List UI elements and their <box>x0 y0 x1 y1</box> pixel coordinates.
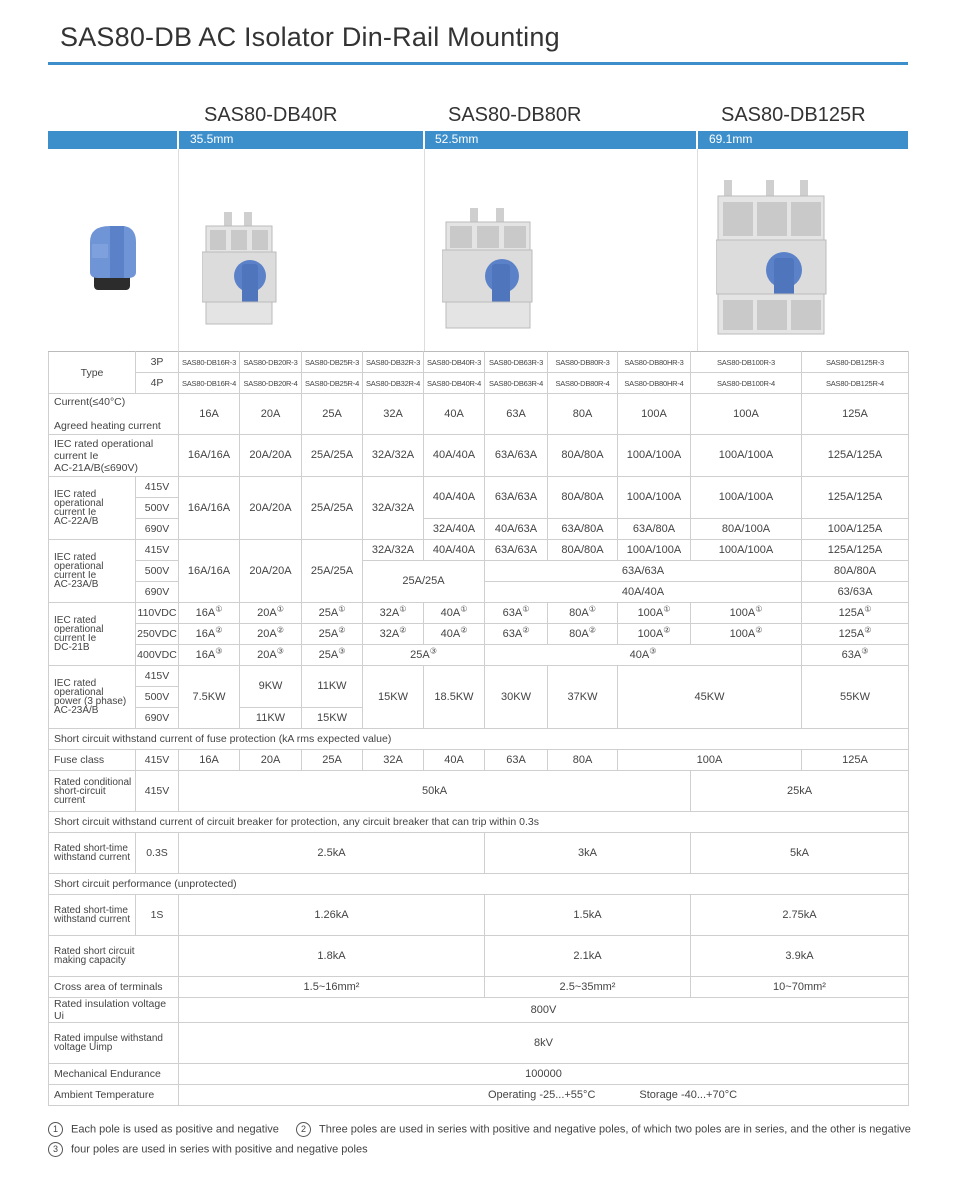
short-time-03s-label: Rated short-time withstand current <box>49 833 136 874</box>
ac22-cell: 63A/63A <box>485 477 548 519</box>
type-cell: SAS80-DB20R-4 <box>240 373 302 394</box>
dc21-label: IEC rated operational current Ie DC-21B <box>49 603 136 666</box>
power-cell: 37KW <box>548 666 618 729</box>
dc-cell: 40A② <box>424 624 485 645</box>
power-cell: 11KW <box>240 708 302 729</box>
voltage-690: 690V <box>136 582 179 603</box>
ac23-cell: 80A/80A <box>802 561 909 582</box>
insulation-cell: 800V <box>179 998 909 1023</box>
dc-cell: 40A③ <box>485 645 802 666</box>
making-capacity-label: Rated short circuit making capacity <box>49 936 179 977</box>
poles-4p: 4P <box>136 373 179 394</box>
insulation-label: Rated insulation voltage Ui <box>49 998 179 1023</box>
power-cell: 30KW <box>485 666 548 729</box>
ambient-label: Ambient Temperature <box>49 1085 179 1106</box>
voltage-250vdc: 250VDC <box>136 624 179 645</box>
ac23-cell: 63/63A <box>802 582 909 603</box>
dc-cell: 16A① <box>179 603 240 624</box>
fuse-cell: 32A <box>363 750 424 771</box>
voltage-110vdc: 110VDC <box>136 603 179 624</box>
ac22-cell: 32A/32A <box>363 477 424 540</box>
dc-cell: 32A① <box>363 603 424 624</box>
power-cell: 11KW <box>302 666 363 708</box>
ac23-cell: 20A/20A <box>240 540 302 603</box>
ac21-cell: 100A/100A <box>691 435 802 477</box>
dc-cell: 16A③ <box>179 645 240 666</box>
fuse-cell: 100A <box>618 750 802 771</box>
voltage-415: 415V <box>136 540 179 561</box>
current-cell: 25A <box>302 394 363 435</box>
type-cell: SAS80-DB100R-4 <box>691 373 802 394</box>
power-cell: 45KW <box>618 666 802 729</box>
cross-cell: 10~70mm² <box>691 977 909 998</box>
type-cell: SAS80-DB25R-3 <box>302 352 363 373</box>
making-cell: 1.8kA <box>179 936 485 977</box>
voltage-500: 500V <box>136 498 179 519</box>
ac21-cell: 20A/20A <box>240 435 302 477</box>
dc-cell: 100A① <box>618 603 691 624</box>
short-time-1s-label: Rated short-time withstand current <box>49 895 136 936</box>
fuse-cell: 16A <box>179 750 240 771</box>
current-cell: 125A <box>802 394 909 435</box>
fuse-cell: 63A <box>485 750 548 771</box>
voltage-400vdc: 400VDC <box>136 645 179 666</box>
ac23-cell: 16A/16A <box>179 540 240 603</box>
footnotes-line-1 <box>48 1122 911 1137</box>
dc-cell: 25A① <box>302 603 363 624</box>
type-cell: SAS80-DB16R-4 <box>179 373 240 394</box>
footnote-mark: 1 <box>48 1122 63 1137</box>
title-underline <box>48 62 908 65</box>
current-cell: 32A <box>363 394 424 435</box>
type-label: Type <box>49 352 136 394</box>
ac23-cell: 40A/40A <box>485 582 802 603</box>
power-cell: 18.5KW <box>424 666 485 729</box>
ac23-cell: 32A/32A <box>363 540 424 561</box>
dc-cell: 20A① <box>240 603 302 624</box>
dc-cell: 63A② <box>485 624 548 645</box>
cross-area-label: Cross area of terminals <box>49 977 179 998</box>
short-time-03s: 0.3S <box>136 833 179 874</box>
short-time-cell: 2.75kA <box>691 895 909 936</box>
conditional-cell: 50kA <box>179 771 691 812</box>
ac22-cell: 32A/40A <box>424 519 485 540</box>
ac23-cell: 125A/125A <box>802 540 909 561</box>
type-cell: SAS80-DB125R-3 <box>802 352 909 373</box>
width-db40r: 35.5mm <box>190 132 234 146</box>
dc-cell: 100A② <box>618 624 691 645</box>
voltage-415: 415V <box>136 666 179 687</box>
ac21-cell: 40A/40A <box>424 435 485 477</box>
fuse-cell: 25A <box>302 750 363 771</box>
power-label: IEC rated operational power (3 phase) AC-23A/B <box>49 666 136 729</box>
type-cell: SAS80-DB80R-4 <box>548 373 618 394</box>
dc-cell: 32A② <box>363 624 424 645</box>
ac21-label: IEC rated operational current Ie AC-21A/B(≤690V) <box>49 435 179 477</box>
dc-cell: 63A① <box>485 603 548 624</box>
type-cell: SAS80-DB32R-4 <box>363 373 424 394</box>
short-time-cell: 5kA <box>691 833 909 874</box>
current-cell: 100A <box>691 394 802 435</box>
making-cell: 2.1kA <box>485 936 691 977</box>
product-image-db80r <box>442 208 534 330</box>
ac23-cell: 100A/100A <box>691 540 802 561</box>
fuse-protection-header: Short circuit withstand current of fuse protection (kA rms expected value) <box>49 729 909 750</box>
current-cell: 80A <box>548 394 618 435</box>
rotary-knob-image <box>80 222 150 294</box>
short-time-cell: 1.5kA <box>485 895 691 936</box>
type-cell: SAS80-DB63R-4 <box>485 373 548 394</box>
model-name-db40r: SAS80-DB40R <box>204 104 338 126</box>
page-title: SAS80-DB AC Isolator Din-Rail Mounting <box>60 22 560 52</box>
ac22-cell: 63A/80A <box>618 519 691 540</box>
type-cell: SAS80-DB40R-4 <box>424 373 485 394</box>
ac22-cell: 63A/80A <box>548 519 618 540</box>
footnote-text: Three poles are used in series with positive and negative poles, of which two poles are in series, and the other is negative <box>318 1123 911 1136</box>
voltage-690: 690V <box>136 519 179 540</box>
product-image-db125r <box>716 180 828 336</box>
type-cell: SAS80-DB80HR-4 <box>618 373 691 394</box>
ac22-cell: 40A/40A <box>424 477 485 519</box>
power-cell: 15KW <box>363 666 424 729</box>
ac21-cell: 80A/80A <box>548 435 618 477</box>
current-cell: 16A <box>179 394 240 435</box>
current-cell: 100A <box>618 394 691 435</box>
type-cell: SAS80-DB125R-4 <box>802 373 909 394</box>
short-time-cell: 1.26kA <box>179 895 485 936</box>
type-cell: SAS80-DB100R-3 <box>691 352 802 373</box>
footnote-text: Each pole is used as positive and negative <box>71 1123 279 1136</box>
ac22-cell: 16A/16A <box>179 477 240 540</box>
ac23-cell: 25A/25A <box>363 561 485 603</box>
dc-cell: 125A② <box>802 624 909 645</box>
ac22-label: IEC rated operational current Ie AC-22A/B <box>49 477 136 540</box>
ac23-cell: 40A/40A <box>424 540 485 561</box>
ac22-cell: 100A/125A <box>802 519 909 540</box>
dc-cell: 25A② <box>302 624 363 645</box>
type-cell: SAS80-DB80HR-3 <box>618 352 691 373</box>
ac22-cell: 25A/25A <box>302 477 363 540</box>
conditional-current-label: Rated conditional short-circuit current <box>49 771 136 812</box>
ac21-cell: 100A/100A <box>618 435 691 477</box>
footnotes-line-2 <box>48 1142 368 1157</box>
power-cell: 55KW <box>802 666 909 729</box>
current-cell: 20A <box>240 394 302 435</box>
fuse-cell: 20A <box>240 750 302 771</box>
ac22-cell: 80A/80A <box>548 477 618 519</box>
dc-cell: 20A② <box>240 624 302 645</box>
dc-cell: 16A② <box>179 624 240 645</box>
dc-cell: 25A③ <box>302 645 363 666</box>
type-cell: SAS80-DB32R-3 <box>363 352 424 373</box>
dc-cell: 80A② <box>548 624 618 645</box>
dc-cell: 63A③ <box>802 645 909 666</box>
voltage-690: 690V <box>136 708 179 729</box>
model-name-db80r: SAS80-DB80R <box>448 104 582 126</box>
impulse-label: Rated impulse withstand voltage Uimp <box>49 1023 179 1064</box>
ac22-cell: 20A/20A <box>240 477 302 540</box>
ac22-cell: 40A/63A <box>485 519 548 540</box>
power-cell: 15KW <box>302 708 363 729</box>
dc-cell: 40A① <box>424 603 485 624</box>
footnote-text: four poles are used in series with positive and negative poles <box>71 1143 368 1156</box>
mechanical-cell: 100000 <box>179 1064 909 1085</box>
ac21-cell: 32A/32A <box>363 435 424 477</box>
ac21-cell: 63A/63A <box>485 435 548 477</box>
fuse-cell: 40A <box>424 750 485 771</box>
ac22-cell: 80A/100A <box>691 519 802 540</box>
cross-cell: 2.5~35mm² <box>485 977 691 998</box>
breaker-protection-header: Short circuit withstand current of circuit breaker for protection, any circuit breaker that can trip within 0.3s <box>49 812 909 833</box>
fuse-cell: 80A <box>548 750 618 771</box>
ac23-cell: 63A/63A <box>485 561 802 582</box>
conditional-cell: 25kA <box>691 771 909 812</box>
ac23-cell: 25A/25A <box>302 540 363 603</box>
dc-cell: 20A③ <box>240 645 302 666</box>
power-cell: 7.5KW <box>179 666 240 729</box>
conditional-voltage: 415V <box>136 771 179 812</box>
type-cell: SAS80-DB40R-3 <box>424 352 485 373</box>
spec-table <box>48 351 909 1106</box>
type-cell: SAS80-DB25R-4 <box>302 373 363 394</box>
type-cell: SAS80-DB63R-3 <box>485 352 548 373</box>
dc-cell: 25A③ <box>363 645 485 666</box>
dc-cell: 125A① <box>802 603 909 624</box>
impulse-cell: 8kV <box>179 1023 909 1064</box>
current-label: Current(≤40°C) Agreed heating current <box>49 394 179 435</box>
ac22-cell: 100A/100A <box>691 477 802 519</box>
ac21-cell: 25A/25A <box>302 435 363 477</box>
making-cell: 3.9kA <box>691 936 909 977</box>
short-time-1s: 1S <box>136 895 179 936</box>
voltage-415: 415V <box>136 477 179 498</box>
fuse-cell: 125A <box>802 750 909 771</box>
fuse-class-label: Fuse class <box>49 750 136 771</box>
unprotected-header: Short circuit performance (unprotected) <box>49 874 909 895</box>
ac22-cell: 100A/100A <box>618 477 691 519</box>
model-name-db125r: SAS80-DB125R <box>721 104 866 126</box>
ac21-cell: 125A/125A <box>802 435 909 477</box>
width-db80r: 52.5mm <box>435 132 479 146</box>
short-time-cell: 3kA <box>485 833 691 874</box>
footnote-mark: 3 <box>48 1142 63 1157</box>
ac22-cell: 125A/125A <box>802 477 909 519</box>
dc-cell: 100A② <box>691 624 802 645</box>
dc-cell: 80A① <box>548 603 618 624</box>
ac23-label: IEC rated operational current Ie AC-23A/B <box>49 540 136 603</box>
product-image-db40r <box>202 212 278 326</box>
poles-3p: 3P <box>136 352 179 373</box>
mechanical-label: Mechanical Endurance <box>49 1064 179 1085</box>
current-cell: 40A <box>424 394 485 435</box>
voltage-500: 500V <box>136 561 179 582</box>
ac23-cell: 80A/80A <box>548 540 618 561</box>
type-cell: SAS80-DB80R-3 <box>548 352 618 373</box>
ambient-cell: Operating -25...+55°C Storage -40...+70°C <box>179 1085 909 1106</box>
footnote-mark: 2 <box>296 1122 311 1137</box>
dc-cell: 100A① <box>691 603 802 624</box>
voltage-500: 500V <box>136 687 179 708</box>
power-cell: 9KW <box>240 666 302 708</box>
width-db125r: 69.1mm <box>709 132 753 146</box>
ac21-cell: 16A/16A <box>179 435 240 477</box>
short-time-cell: 2.5kA <box>179 833 485 874</box>
cross-cell: 1.5~16mm² <box>179 977 485 998</box>
type-cell: SAS80-DB16R-3 <box>179 352 240 373</box>
ac23-cell: 63A/63A <box>485 540 548 561</box>
current-cell: 63A <box>485 394 548 435</box>
type-cell: SAS80-DB20R-3 <box>240 352 302 373</box>
fuse-voltage: 415V <box>136 750 179 771</box>
ac23-cell: 100A/100A <box>618 540 691 561</box>
